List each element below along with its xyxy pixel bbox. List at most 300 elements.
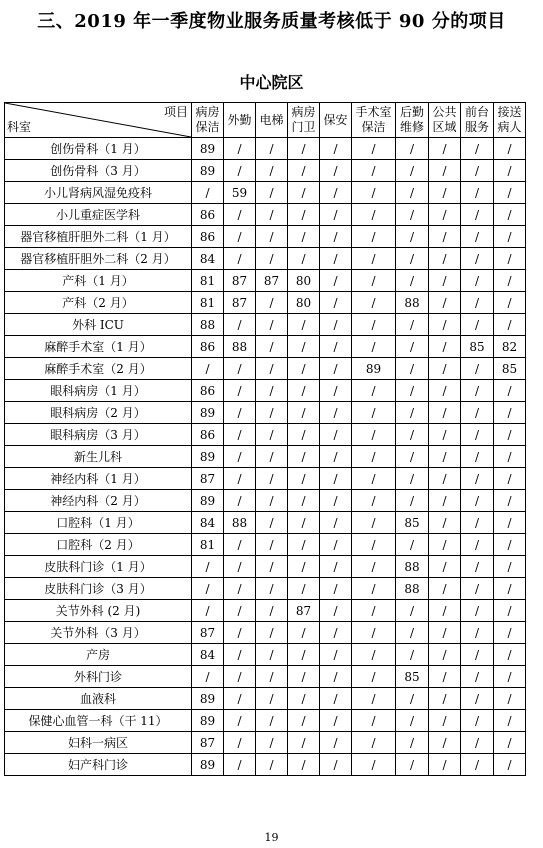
score-cell: 89 [192,402,224,424]
score-cell: 89 [192,754,224,776]
table-row [5,666,526,688]
score-cell: / [192,182,224,204]
score-cell: / [352,468,396,490]
score-cell: / [256,622,288,644]
score-cell: / [461,468,494,490]
department-cell: 口腔科（2 月） [5,534,192,556]
score-cell: / [352,138,396,160]
table-row [5,622,526,644]
column-header-label: 维修 [399,120,424,134]
score-cell: / [494,644,526,666]
score-cell: / [429,534,461,556]
score-cell: / [352,688,396,710]
score-cell: / [494,578,526,600]
score-cell: / [461,710,494,732]
score-cell: / [224,446,256,468]
score-cell: / [288,556,320,578]
score-cell: / [288,468,320,490]
score-cell: / [429,666,461,688]
column-header-label: 服务 [464,120,489,134]
score-cell: / [320,270,352,292]
score-cell: / [288,534,320,556]
department-cell: 皮肤科门诊（1 月） [5,556,192,578]
score-cell: / [224,754,256,776]
score-cell: 87 [192,732,224,754]
corner-header-cell [5,103,192,138]
score-cell: 87 [256,270,288,292]
score-cell: / [494,138,526,160]
column-header-label: 病房 [195,105,220,119]
score-cell: / [256,380,288,402]
table-row [5,754,526,776]
column-header [288,103,320,138]
score-cell: / [256,138,288,160]
score-cell: / [320,336,352,358]
score-cell: / [320,688,352,710]
score-cell: / [494,534,526,556]
score-cell: / [320,732,352,754]
department-cell: 麻醉手术室（2 月） [5,358,192,380]
score-cell: / [352,666,396,688]
score-cell: / [461,446,494,468]
score-cell: / [429,314,461,336]
score-cell: / [396,336,429,358]
score-cell: / [352,424,396,446]
department-cell: 产科（1 月） [5,270,192,292]
score-cell: / [494,710,526,732]
score-cell: / [429,490,461,512]
score-cell: / [396,688,429,710]
score-cell: / [224,666,256,688]
score-cell: / [288,380,320,402]
column-header [192,103,224,138]
table-body [5,138,526,776]
score-cell: / [429,578,461,600]
score-cell: / [320,314,352,336]
column-header-label: 前台 [464,105,489,119]
score-cell: / [396,644,429,666]
score-cell: / [396,314,429,336]
department-cell: 小儿重症医学科 [5,204,192,226]
score-cell: / [429,248,461,270]
score-cell: / [396,270,429,292]
score-cell: / [352,556,396,578]
score-cell: / [288,204,320,226]
score-cell: / [352,710,396,732]
score-cell: / [288,182,320,204]
score-cell: / [396,754,429,776]
column-header-label: 保洁 [361,120,386,134]
score-cell: 85 [494,358,526,380]
score-cell: 89 [352,358,396,380]
score-cell: / [494,402,526,424]
table-row [5,578,526,600]
score-cell: / [192,578,224,600]
score-cell: / [429,644,461,666]
score-cell: / [320,226,352,248]
score-cell: / [494,226,526,248]
score-cell: 88 [224,512,256,534]
score-cell: / [494,204,526,226]
score-cell: 89 [192,138,224,160]
score-cell: / [320,138,352,160]
score-cell: 86 [192,424,224,446]
score-cell: / [288,732,320,754]
score-cell: / [352,534,396,556]
header-row [5,103,526,138]
score-cell: / [352,270,396,292]
score-cell: / [461,732,494,754]
department-cell: 妇产科门诊 [5,754,192,776]
score-cell: / [320,248,352,270]
score-cell: / [320,380,352,402]
score-cell: / [224,688,256,710]
table-row [5,270,526,292]
score-cell: 84 [192,644,224,666]
score-cell: / [320,644,352,666]
score-cell: / [429,688,461,710]
score-cell: / [494,182,526,204]
score-cell: / [429,292,461,314]
score-cell: / [288,754,320,776]
score-cell: 89 [192,490,224,512]
score-cell: / [352,292,396,314]
corner-label-item: 项目 [163,105,188,119]
score-cell: / [224,468,256,490]
score-cell: / [320,622,352,644]
score-cell: / [192,666,224,688]
corner-label-dept: 科室 [7,120,32,134]
table-row [5,204,526,226]
score-cell: / [224,160,256,182]
table-row [5,160,526,182]
score-cell: 81 [192,534,224,556]
score-cell: / [461,358,494,380]
score-cell: / [224,534,256,556]
department-cell: 眼科病房（2 月） [5,402,192,424]
score-cell: / [288,512,320,534]
score-cell: / [224,314,256,336]
table-row [5,182,526,204]
score-cell: / [288,402,320,424]
score-cell: / [256,666,288,688]
table-row [5,248,526,270]
table-row [5,380,526,402]
score-cell: / [429,270,461,292]
column-header [461,103,494,138]
score-cell: 85 [396,666,429,688]
score-cell: 84 [192,512,224,534]
score-cell: 85 [396,512,429,534]
column-header-label: 后勤 [399,105,424,119]
score-cell: / [494,490,526,512]
score-cell: / [396,226,429,248]
score-cell: / [429,732,461,754]
score-cell: / [352,754,396,776]
score-cell: / [224,578,256,600]
department-cell: 眼科病房（1 月） [5,380,192,402]
score-cell: / [256,226,288,248]
score-cell: / [396,710,429,732]
score-cell: / [429,380,461,402]
score-cell: / [288,160,320,182]
score-cell: / [320,754,352,776]
score-cell: / [461,424,494,446]
score-cell: / [320,512,352,534]
score-cell: / [429,226,461,248]
score-cell: / [396,468,429,490]
score-cell: / [256,468,288,490]
score-cell: 88 [224,336,256,358]
score-cell: / [320,666,352,688]
score-cell: 87 [224,292,256,314]
score-cell: / [256,336,288,358]
score-cell: / [288,358,320,380]
score-cell: / [352,204,396,226]
column-header [494,103,526,138]
score-cell: / [256,358,288,380]
score-cell: 89 [192,710,224,732]
score-cell: / [494,512,526,534]
score-cell: / [461,666,494,688]
score-cell: / [320,710,352,732]
table-row [5,490,526,512]
column-header [256,103,288,138]
score-cell: / [224,402,256,424]
score-cell: / [288,314,320,336]
document-heading: 三、2019 年一季度物业服务质量考核低于 90 分的项目 [37,11,506,32]
score-cell: / [429,600,461,622]
column-header-label: 接送 [497,105,522,119]
score-cell: / [320,358,352,380]
score-cell: / [429,710,461,732]
score-cell: / [256,512,288,534]
score-cell: / [461,600,494,622]
score-cell: / [396,732,429,754]
score-cell: 86 [192,380,224,402]
score-cell: / [224,380,256,402]
department-cell: 保健心血管一科（干 11） [5,710,192,732]
department-cell: 眼科病房（3 月） [5,424,192,446]
table-row [5,644,526,666]
column-header-label: 电梯 [259,112,284,127]
column-header-label: 病人 [497,120,522,134]
score-cell: / [461,512,494,534]
score-cell: / [224,556,256,578]
score-cell: / [494,248,526,270]
score-cell: / [256,578,288,600]
score-cell: / [352,490,396,512]
score-cell: / [352,732,396,754]
score-cell: / [256,556,288,578]
score-cell: / [429,424,461,446]
score-cell: / [352,160,396,182]
score-cell: / [396,160,429,182]
score-cell: / [224,226,256,248]
score-cell: / [256,446,288,468]
score-cell: / [256,490,288,512]
score-cell: 89 [192,688,224,710]
score-cell: 82 [494,336,526,358]
column-header-label: 外勤 [227,112,252,127]
score-cell: / [461,270,494,292]
score-cell: / [256,248,288,270]
score-cell: / [494,622,526,644]
score-cell: / [396,380,429,402]
score-cell: / [320,402,352,424]
score-cell: 87 [224,270,256,292]
score-cell: / [320,468,352,490]
score-cell: / [494,556,526,578]
page-number: 19 [264,831,279,844]
score-cell: / [256,534,288,556]
score-cell: / [461,556,494,578]
score-cell: / [224,644,256,666]
department-cell: 器官移植肝胆外二科（2 月） [5,248,192,270]
score-cell: / [494,380,526,402]
score-cell: / [352,512,396,534]
score-cell: / [396,182,429,204]
score-cell: / [288,248,320,270]
score-cell: / [224,248,256,270]
score-cell: / [429,160,461,182]
score-cell: 59 [224,182,256,204]
score-cell: / [494,292,526,314]
score-cell: / [461,688,494,710]
score-cell: / [429,754,461,776]
department-cell: 神经内科（2 月） [5,490,192,512]
table-row [5,336,526,358]
score-cell: / [288,710,320,732]
score-cell: / [352,314,396,336]
table-row [5,138,526,160]
column-header [352,103,396,138]
score-cell: / [256,402,288,424]
score-cell: / [494,688,526,710]
score-cell: / [494,732,526,754]
score-cell: / [494,314,526,336]
score-cell: / [224,358,256,380]
score-cell: 88 [396,556,429,578]
score-cell: / [320,578,352,600]
score-cell: / [224,622,256,644]
score-cell: / [461,490,494,512]
table-row [5,534,526,556]
score-cell: / [320,424,352,446]
table-row [5,600,526,622]
score-cell: / [192,358,224,380]
score-cell: / [320,556,352,578]
score-cell: 87 [192,622,224,644]
column-header [224,103,256,138]
score-cell: / [461,644,494,666]
score-cell: / [352,380,396,402]
score-cell: / [494,600,526,622]
score-cell: / [256,600,288,622]
score-cell: / [352,622,396,644]
score-cell: / [461,314,494,336]
score-cell: / [288,666,320,688]
score-cell: / [288,446,320,468]
table-row [5,358,526,380]
score-cell: 81 [192,292,224,314]
score-cell: 80 [288,270,320,292]
table-row [5,292,526,314]
department-cell: 血液科 [5,688,192,710]
score-cell: / [224,138,256,160]
score-cell: / [320,534,352,556]
score-cell: / [352,600,396,622]
table-row [5,314,526,336]
score-cell: / [429,182,461,204]
score-cell: / [224,424,256,446]
score-cell: / [429,204,461,226]
score-cell: / [494,468,526,490]
score-cell: / [396,138,429,160]
score-cell: / [256,314,288,336]
score-cell: / [429,358,461,380]
score-cell: 88 [396,292,429,314]
column-header-label: 保安 [323,112,348,127]
table-row [5,226,526,248]
score-cell: / [461,138,494,160]
score-cell: / [396,402,429,424]
column-header-label: 保洁 [195,120,220,134]
department-cell: 外科 ICU [5,314,192,336]
table-row [5,512,526,534]
table-row [5,446,526,468]
department-cell: 创伤骨科（3 月） [5,160,192,182]
score-cell: / [320,204,352,226]
score-cell: / [494,424,526,446]
score-cell: / [224,732,256,754]
score-cell: / [461,160,494,182]
score-cell: / [429,336,461,358]
score-cell: 86 [192,336,224,358]
department-cell: 产科（2 月） [5,292,192,314]
score-cell: / [461,248,494,270]
score-cell: / [288,490,320,512]
department-cell: 关节外科 (2 月) [5,600,192,622]
score-cell: / [461,204,494,226]
score-table [4,102,526,776]
column-header-label: 公共 [432,105,457,119]
score-cell: / [320,600,352,622]
score-cell: 80 [288,292,320,314]
score-cell: / [256,644,288,666]
score-cell: / [396,424,429,446]
department-cell: 皮肤科门诊（3 月） [5,578,192,600]
score-cell: 85 [461,336,494,358]
score-cell: / [494,754,526,776]
score-cell: 87 [288,600,320,622]
department-cell: 小儿肾病风湿免疫科 [5,182,192,204]
score-cell: / [256,204,288,226]
column-header [429,103,461,138]
score-cell: / [429,512,461,534]
score-cell: / [429,138,461,160]
department-cell: 关节外科（3 月） [5,622,192,644]
score-cell: / [256,182,288,204]
score-cell: 88 [192,314,224,336]
department-cell: 神经内科（1 月） [5,468,192,490]
score-cell: 86 [192,204,224,226]
score-cell: / [461,380,494,402]
department-cell: 产房 [5,644,192,666]
department-cell: 妇科一病区 [5,732,192,754]
score-cell: / [396,358,429,380]
score-cell: / [352,578,396,600]
